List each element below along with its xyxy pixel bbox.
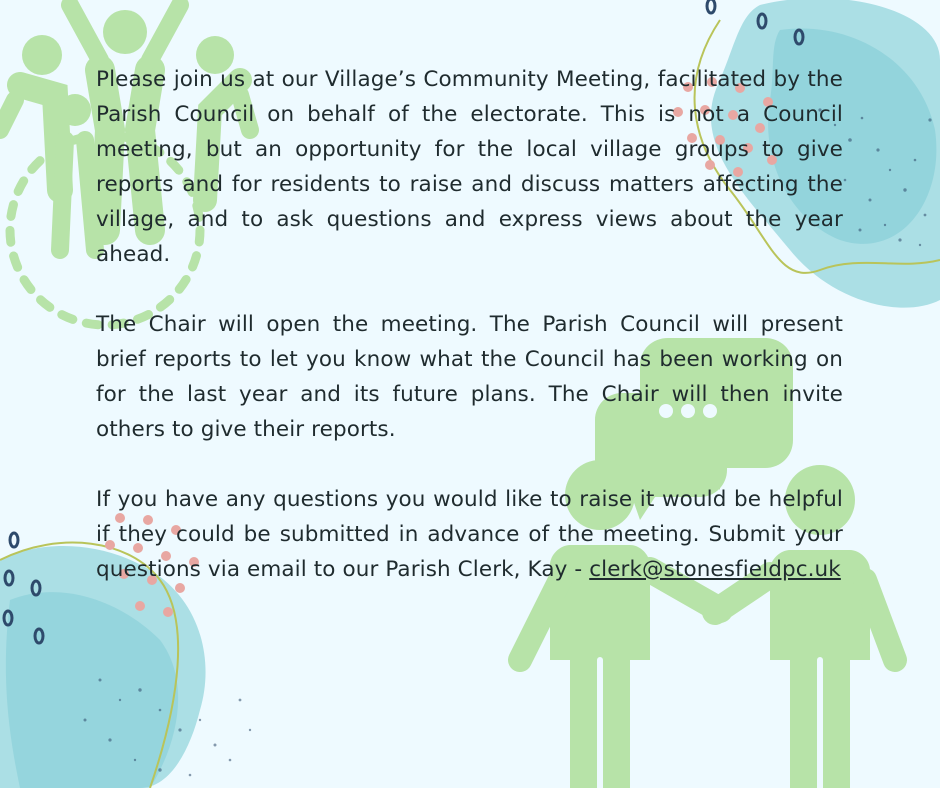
questions-paragraph: [96, 482, 843, 587]
questions-text: If you have any questions you would like to raise it would be helpful if they could be submitted in advance of the meeting. Submit your questions via email to our Parish Clerk, Kay -: [96, 487, 843, 582]
intro-paragraph: Please join us at our Village’s Community Meeting, facilitated by the Parish Council on behalf of the electorate. This is not a Council meeting, but an opportunity for the local village groups to give reports and for residents to raise and discuss matters affecting the village, and to ask questions and express views about the year ahead.: [96, 67, 843, 267]
agenda-paragraph: The Chair will open the meeting. The Parish Council will present brief reports to let you know what the Council has been working on for the last year and its future plans. The Chair will then invite others to give their reports.: [96, 312, 843, 442]
clerk-email-link[interactable]: clerk@stonesfieldpc.uk: [589, 557, 841, 582]
announcement-body: [96, 62, 843, 622]
